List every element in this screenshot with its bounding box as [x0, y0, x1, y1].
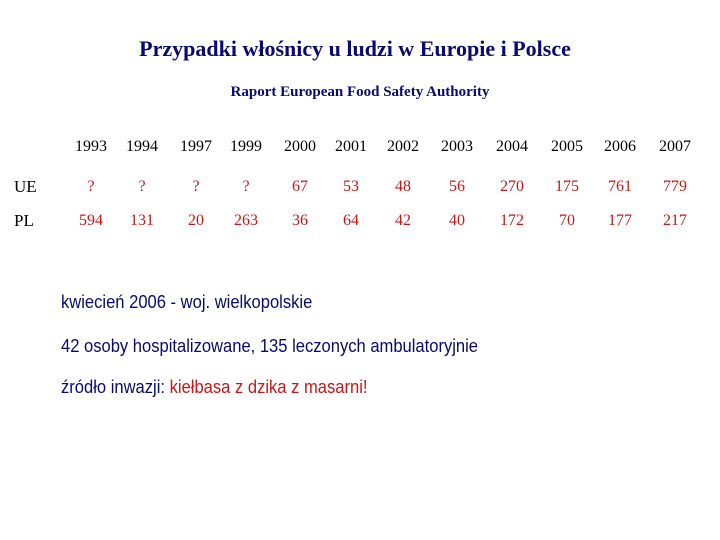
year-header: 1994 — [126, 138, 158, 155]
table-cell-ue: 56 — [449, 178, 465, 195]
table-cell-ue: 53 — [343, 178, 359, 195]
table-cell-ue: ? — [138, 178, 146, 195]
year-header: 1993 — [75, 138, 107, 155]
table-cell-pl: 172 — [500, 212, 524, 229]
year-header: 2006 — [604, 138, 636, 155]
year-header: 2005 — [551, 138, 583, 155]
table-cell-ue: 48 — [395, 178, 411, 195]
table-cell-pl: 70 — [559, 212, 575, 229]
table-cell-ue: ? — [87, 178, 95, 195]
year-header: 1999 — [230, 138, 262, 155]
table-cell-pl: 40 — [449, 212, 465, 229]
year-header: 2007 — [659, 138, 691, 155]
table-cell-ue: ? — [192, 178, 200, 195]
year-header: 2001 — [335, 138, 367, 155]
year-header: 2004 — [496, 138, 528, 155]
year-header: 2002 — [387, 138, 419, 155]
cases-table — [0, 0, 720, 260]
table-cell-ue: 270 — [500, 178, 524, 195]
table-cell-pl: 64 — [343, 212, 359, 229]
table-cell-pl: 36 — [292, 212, 308, 229]
table-cell-pl: 20 — [188, 212, 204, 229]
table-cell-pl: 263 — [234, 212, 258, 229]
year-header: 1997 — [180, 138, 212, 155]
note-outbreak-date: kwiecień 2006 - woj. wielkopolskie — [61, 292, 313, 312]
table-cell-pl: 177 — [608, 212, 632, 229]
note-source-highlight: kiełbasa z dzika z masarni! — [169, 377, 368, 397]
table-cell-pl: 217 — [663, 212, 687, 229]
table-cell-ue: ? — [242, 178, 250, 195]
table-cell-pl: 42 — [395, 212, 411, 229]
table-cell-pl: 131 — [130, 212, 154, 229]
note-patient-counts: 42 osoby hospitalizowane, 135 leczonych ambulatoryjnie — [61, 336, 479, 356]
table-cell-ue: 67 — [292, 178, 308, 195]
table-cell-pl: 594 — [79, 212, 103, 229]
page-title: Przypadki włośnicy u ludzi w Europie i Polsce — [139, 36, 571, 61]
row-label-ue: UE — [14, 177, 37, 196]
year-header: 2000 — [284, 138, 316, 155]
year-header: 2003 — [441, 138, 473, 155]
note-infection-source — [61, 377, 368, 398]
table-cell-ue: 779 — [663, 178, 687, 195]
note-source-label: źródło inwazji: — [61, 377, 166, 397]
table-cell-ue: 175 — [555, 178, 579, 195]
table-cell-ue: 761 — [608, 178, 632, 195]
page-subtitle: Raport European Food Safety Authority — [230, 84, 490, 100]
row-label-pl: PL — [14, 211, 34, 230]
